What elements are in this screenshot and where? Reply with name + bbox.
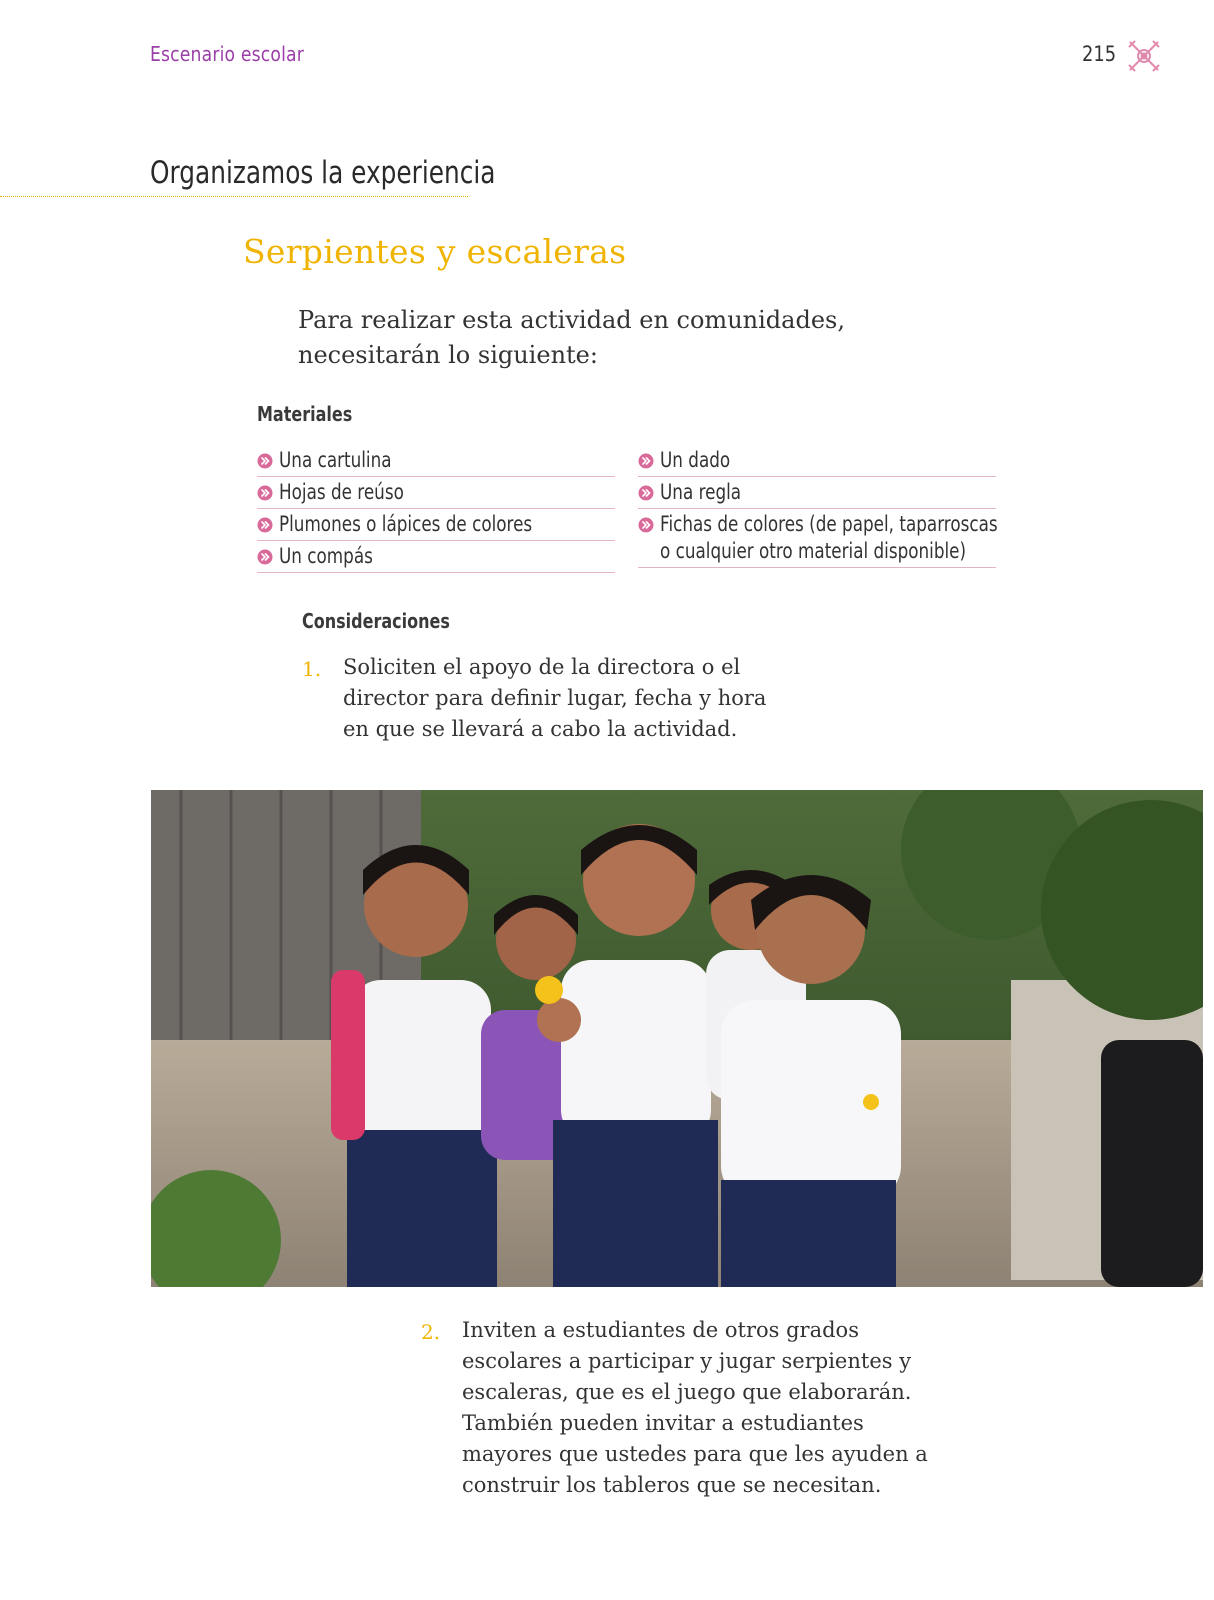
intro-paragraph: Para realizar esta actividad en comunidades, necesitarán lo siguiente: [298, 306, 845, 369]
materials-heading: Materiales [257, 402, 353, 426]
chevron-right-bullet-icon [257, 485, 273, 501]
section-divider [0, 196, 468, 197]
material-label: Plumones o lápices de colores [279, 512, 533, 536]
material-label-line2: o cualquier otro material disponible) [660, 539, 967, 563]
section-title: Organizamos la experiencia [150, 155, 496, 191]
material-label: Una cartulina [279, 448, 392, 472]
activity-title: Serpientes y escaleras [243, 232, 627, 271]
list-item [257, 541, 615, 573]
step-text: Inviten a estudiantes de otros grados escolares a participar y jugar serpientes y escaleras, que es el juego que elaborarán. También pueden invitar a estudiantes mayores que ustedes para que les ayuden a construir los tableros que se necesitan. [462, 1318, 928, 1497]
list-item [638, 509, 996, 568]
material-label: Hojas de reúso [279, 480, 404, 504]
chevron-right-bullet-icon [638, 485, 654, 501]
chevron-right-bullet-icon [638, 453, 654, 469]
chevron-right-bullet-icon [257, 549, 273, 565]
chevron-right-bullet-icon [257, 453, 273, 469]
chevron-right-bullet-icon [638, 517, 654, 533]
list-item [257, 445, 615, 477]
material-label: Un compás [279, 544, 373, 568]
material-label: Un dado [660, 448, 731, 472]
list-item [257, 509, 615, 541]
materials-list-right [638, 445, 996, 568]
step-number: 1. [302, 657, 322, 681]
list-item [638, 477, 996, 509]
considerations-heading: Consideraciones [302, 609, 450, 633]
step-text: Soliciten el apoyo de la directora o el director para definir lugar, fecha y hora en que se llevará a cabo la actividad. [343, 655, 767, 741]
decorative-x-logo-icon [1126, 38, 1162, 74]
running-header: Escenario escolar [150, 42, 304, 66]
material-label: Una regla [660, 480, 742, 504]
chevron-right-bullet-icon [257, 517, 273, 533]
list-item [638, 445, 996, 477]
photo-schoolgirls [151, 790, 1203, 1287]
list-item [257, 477, 615, 509]
step-number: 2. [421, 1320, 441, 1344]
materials-list-left [257, 445, 615, 573]
material-label-line1: Fichas de colores (de papel, taparroscas [660, 512, 998, 536]
page-number: 215 [1082, 42, 1117, 66]
